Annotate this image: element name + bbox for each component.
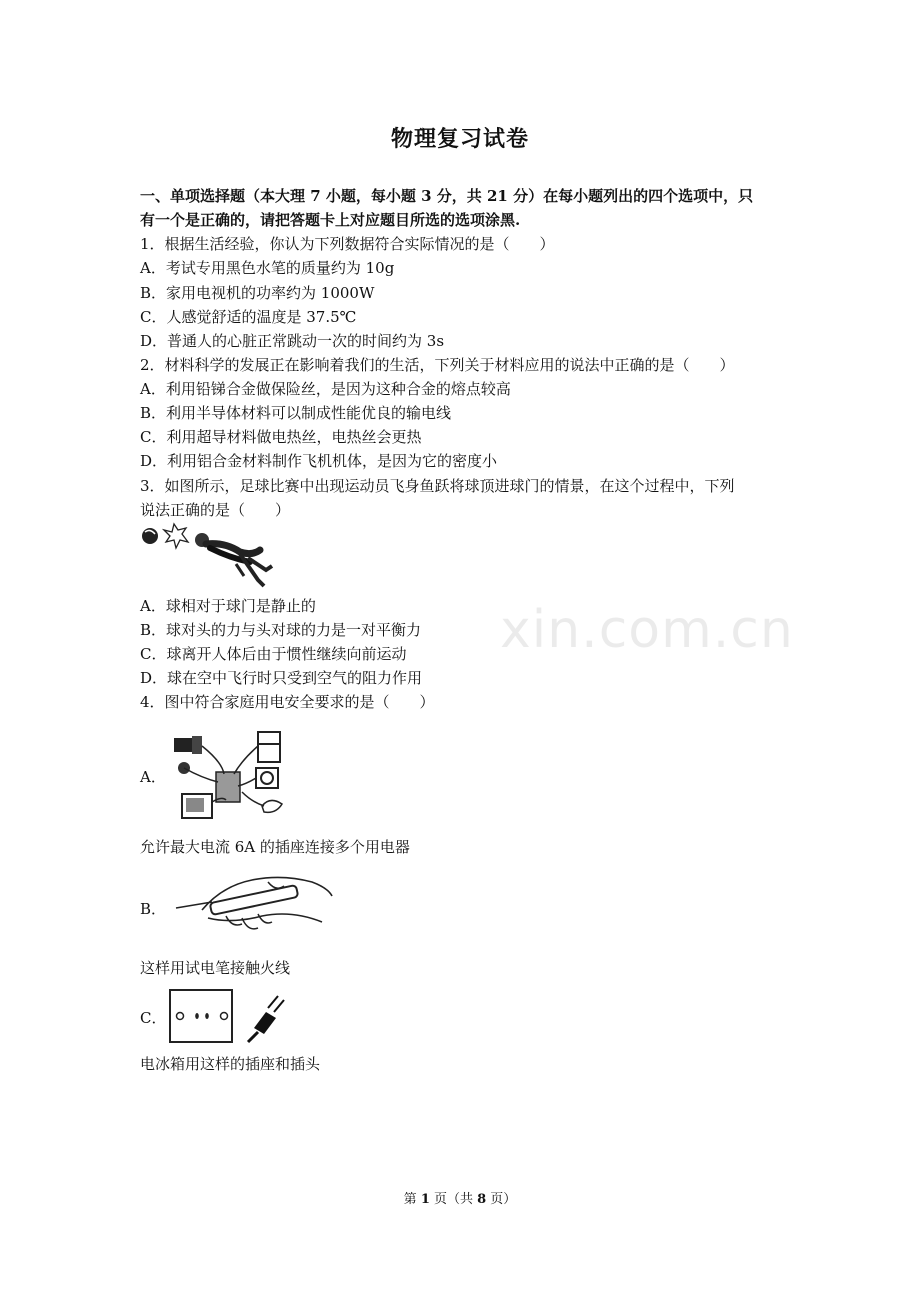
- question-3-option-d: D．球在空中飞行时只受到空气的阻力作用: [140, 669, 423, 687]
- overloaded-socket-figure: [172, 722, 294, 824]
- question-3-stem-line-2: 说法正确的是（ ）: [140, 501, 291, 519]
- page-footer: [0, 1188, 920, 1207]
- test-pen-figure: [172, 866, 334, 950]
- question-4-option-b-caption: 这样用试电笔接触火线: [140, 959, 291, 977]
- question-2-option-c: C．利用超导材料做电热丝，电热丝会更热: [140, 428, 422, 446]
- footer-total-pages: 8: [477, 1192, 487, 1207]
- question-3-option-c: C．球离开人体后由于惯性继续向前运动: [140, 645, 407, 663]
- page-title: 物理复习试卷: [390, 126, 529, 152]
- footer-middle: 页（共: [429, 1192, 478, 1207]
- question-4-option-c-caption: 电冰箱用这样的插座和插头: [140, 1055, 321, 1073]
- question-2-option-d: D．利用铝合金材料制作飞机机体，是因为它的密度小: [140, 452, 498, 470]
- question-2-option-a: A．利用铅锑合金做保险丝，是因为这种合金的熔点较高: [140, 380, 511, 398]
- section-heading-line-1: 一、单项选择题（本大理 7 小题，每小题 3 分，共 21 分）在每小题列出的四个选项中，只: [140, 187, 754, 205]
- question-3-stem-line-1: 3．如图所示，足球比赛中出现运动员飞身鱼跃将球顶进球门的情景，在这个过程中，下列: [140, 477, 735, 495]
- section-heading-line-2: 有一个是正确的，请把答题卡上对应题目所选的选项涂黑.: [140, 211, 521, 229]
- two-pin-socket-and-plug-figure: [168, 988, 292, 1044]
- question-1-option-c: C．人感觉舒适的温度是 37.5℃: [140, 308, 357, 326]
- question-4-option-a-caption: 允许最大电流 6A 的插座连接多个用电器: [140, 838, 410, 856]
- question-2-stem: 2．材料科学的发展正在影响着我们的生活，下列关于材料应用的说法中正确的是（ ）: [140, 356, 735, 374]
- question-4-option-b-label: B．: [140, 900, 167, 918]
- footer-page-number: 1: [420, 1192, 430, 1207]
- question-3-option-a: A．球相对于球门是静止的: [140, 597, 316, 615]
- question-2-option-b: B．利用半导体材料可以制成性能优良的输电线: [140, 404, 452, 422]
- question-1-stem: 1．根据生活经验，你认为下列数据符合实际情况的是（ ）: [140, 235, 555, 253]
- footballer-header-figure: [140, 522, 275, 594]
- question-3-option-b: B．球对头的力与头对球的力是一对平衡力: [140, 621, 422, 639]
- question-1-option-d: D．普通人的心脏正常跳动一次的时间约为 3s: [140, 332, 445, 350]
- question-1-option-a: A．考试专用黑色水笔的质量约为 10g: [140, 259, 395, 277]
- footer-prefix: 第: [403, 1192, 421, 1207]
- question-1-option-b: B．家用电视机的功率约为 1000W: [140, 284, 375, 302]
- footer-suffix: 页）: [486, 1192, 517, 1207]
- watermark-text: xin.com.cn: [500, 600, 794, 660]
- question-4-option-a-label: A．: [140, 768, 166, 786]
- question-4-stem: 4．图中符合家庭用电安全要求的是（ ）: [140, 693, 435, 711]
- question-4-option-c-label: C．: [140, 1009, 167, 1027]
